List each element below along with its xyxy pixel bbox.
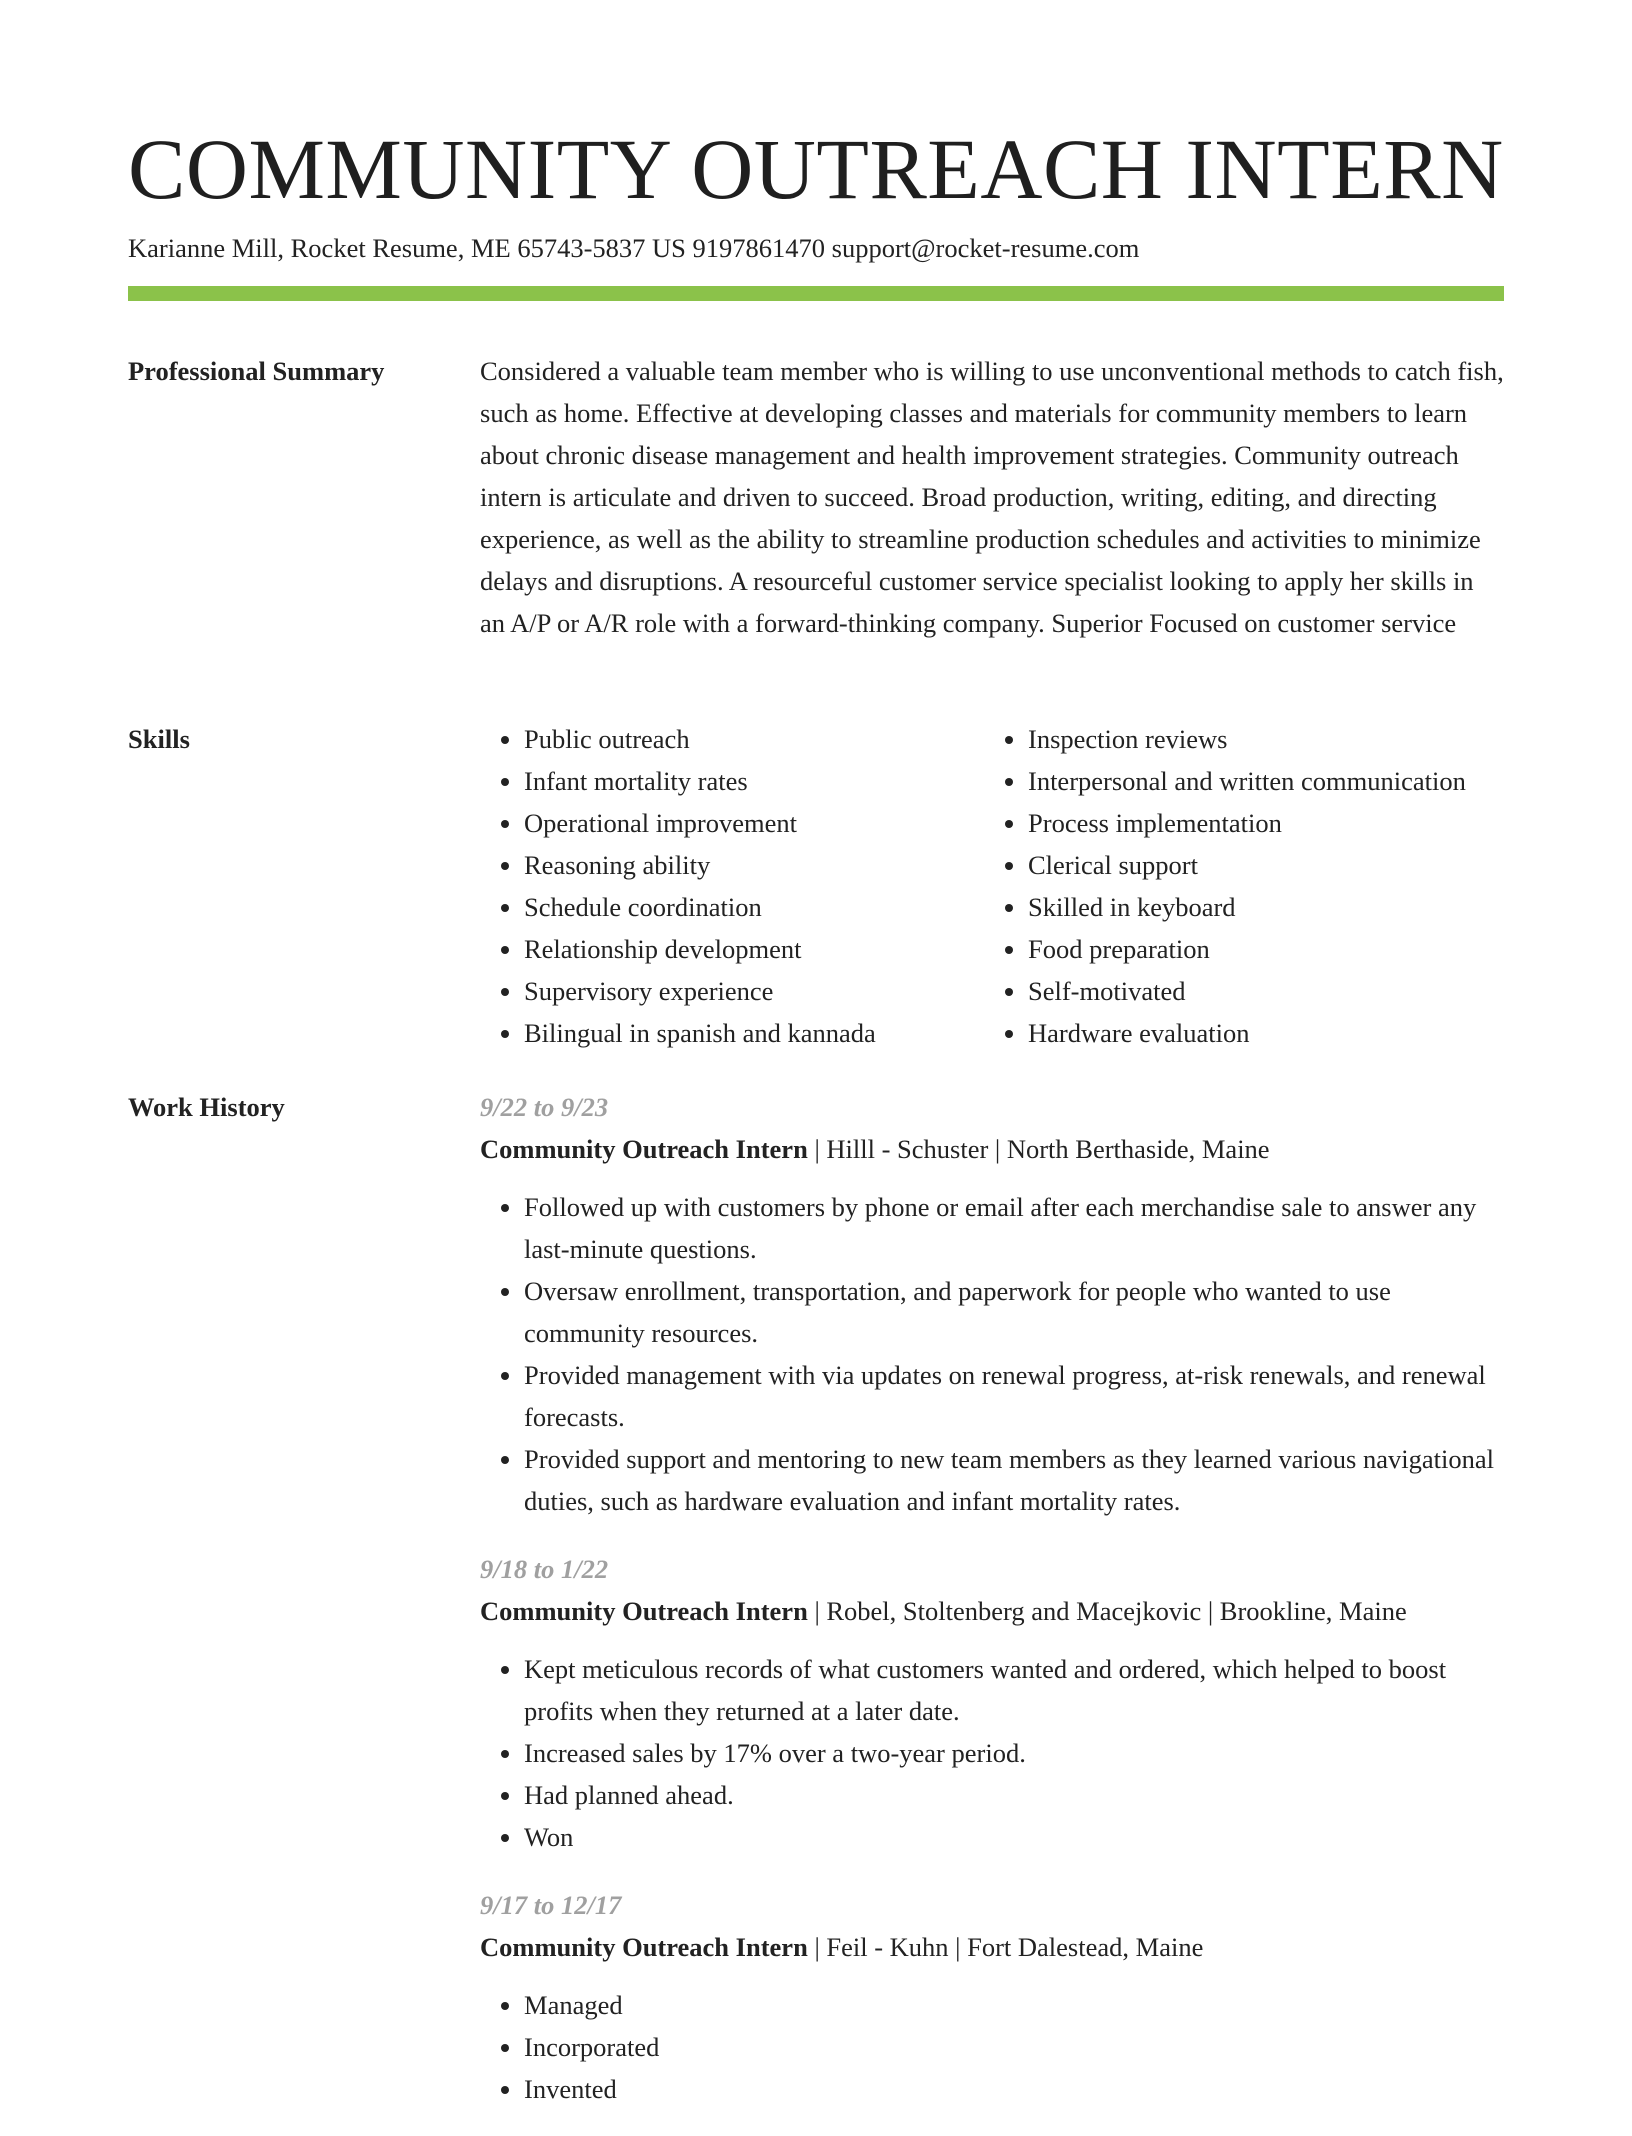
job-bullet: • Followed up with customers by phone or email after each merchandise sale to answer any last-minute questions. [524,1186,1504,1270]
job-bullet: • Won [524,1816,1504,1858]
skill-item: • Hardware evaluation [1028,1012,1504,1054]
job-line [480,1926,1504,1968]
skill-item: • Supervisory experience [524,970,984,1012]
contact-line: Karianne Mill, Rocket Resume, ME 65743-5837 US 9197861470 support@rocket-resume.com [128,233,1140,263]
skill-item: • Process implementation [1028,802,1504,844]
skill-item: • Self-motivated [1028,970,1504,1012]
skill-item: • Infant mortality rates [524,760,984,802]
skills-heading: Skills [128,724,190,754]
job-bullets [480,1186,1504,1522]
job-dates: 9/18 to 1/22 [480,1554,609,1584]
work-history-heading: Work History [128,1092,285,1122]
job-bullets [480,1648,1504,1858]
job-bullet: • Managed [524,1984,1504,2026]
job-details: | Robel, Stoltenberg and Macejkovic | Brookline, Maine [807,1596,1407,1626]
summary-text: Considered a valuable team member who is willing to use unconventional methods to catch fish, such as home. Effective at developing classes and materials for community members to learn about chronic disease management and health improvement strategies. Community outreach intern is articulate and driven to succeed. Broad production, writing, editing, and directing experience, as well as the ability to streamline production schedules and activities to minimize delays and disruptions. A resourceful customer service specialist looking to apply her skills in an A/P or A/R role with a forward-thinking company. Superior Focused on customer service [480,356,1504,638]
skill-item: • Operational improvement [524,802,984,844]
job-bullet: • Increased sales by 17% over a two-year period. [524,1732,1504,1774]
job-entry [480,1884,1504,2110]
job-details: | Hilll - Schuster | North Berthaside, Maine [807,1134,1270,1164]
job-bullet: • Provided support and mentoring to new team members as they learned various navigational duties, such as hardware evaluation and infant mortality rates. [524,1438,1504,1522]
job-bullet: • Had planned ahead. [524,1774,1504,1816]
skill-item: • Interpersonal and written communication [1028,760,1504,802]
job-dates: 9/22 to 9/23 [480,1092,609,1122]
work-history-body [480,1086,1504,2136]
skills-list-left [480,718,984,1054]
skill-item: • Bilingual in spanish and kannada [524,1012,984,1054]
skill-item: • Reasoning ability [524,844,984,886]
job-title: Community Outreach Intern [480,1596,808,1626]
job-entry [480,1548,1504,1858]
job-title: Community Outreach Intern [480,1134,808,1164]
job-title: Community Outreach Intern [480,1932,808,1962]
summary-body [480,350,1504,644]
job-entry [480,1086,1504,1522]
job-line [480,1128,1504,1170]
job-line [480,1590,1504,1632]
skill-item: • Food preparation [1028,928,1504,970]
job-details: | Feil - Kuhn | Fort Dalestead, Maine [807,1932,1204,1962]
skill-item: • Schedule coordination [524,886,984,928]
job-dates: 9/17 to 12/17 [480,1890,622,1920]
job-bullet: • Kept meticulous records of what customers wanted and ordered, which helped to boost profits when they returned at a later date. [524,1648,1504,1732]
job-bullet: • Incorporated [524,2026,1504,2068]
skill-item: • Skilled in keyboard [1028,886,1504,928]
job-bullet: • Invented [524,2068,1504,2110]
job-bullet: • Provided management with via updates on renewal progress, at-risk renewals, and renewal forecasts. [524,1354,1504,1438]
accent-divider [128,286,1504,301]
job-bullet: • Oversaw enrollment, transportation, and paperwork for people who wanted to use community resources. [524,1270,1504,1354]
resume-title: COMMUNITY OUTREACH INTERN [128,121,1504,217]
summary-heading: Professional Summary [128,356,385,386]
job-bullets [480,1984,1504,2110]
skills-body [480,718,1504,1054]
skills-columns [480,718,1504,1054]
skill-item: • Relationship development [524,928,984,970]
skill-item: • Public outreach [524,718,984,760]
skill-item: • Clerical support [1028,844,1504,886]
skill-item: • Inspection reviews [1028,718,1504,760]
skills-list-right [984,718,1504,1054]
